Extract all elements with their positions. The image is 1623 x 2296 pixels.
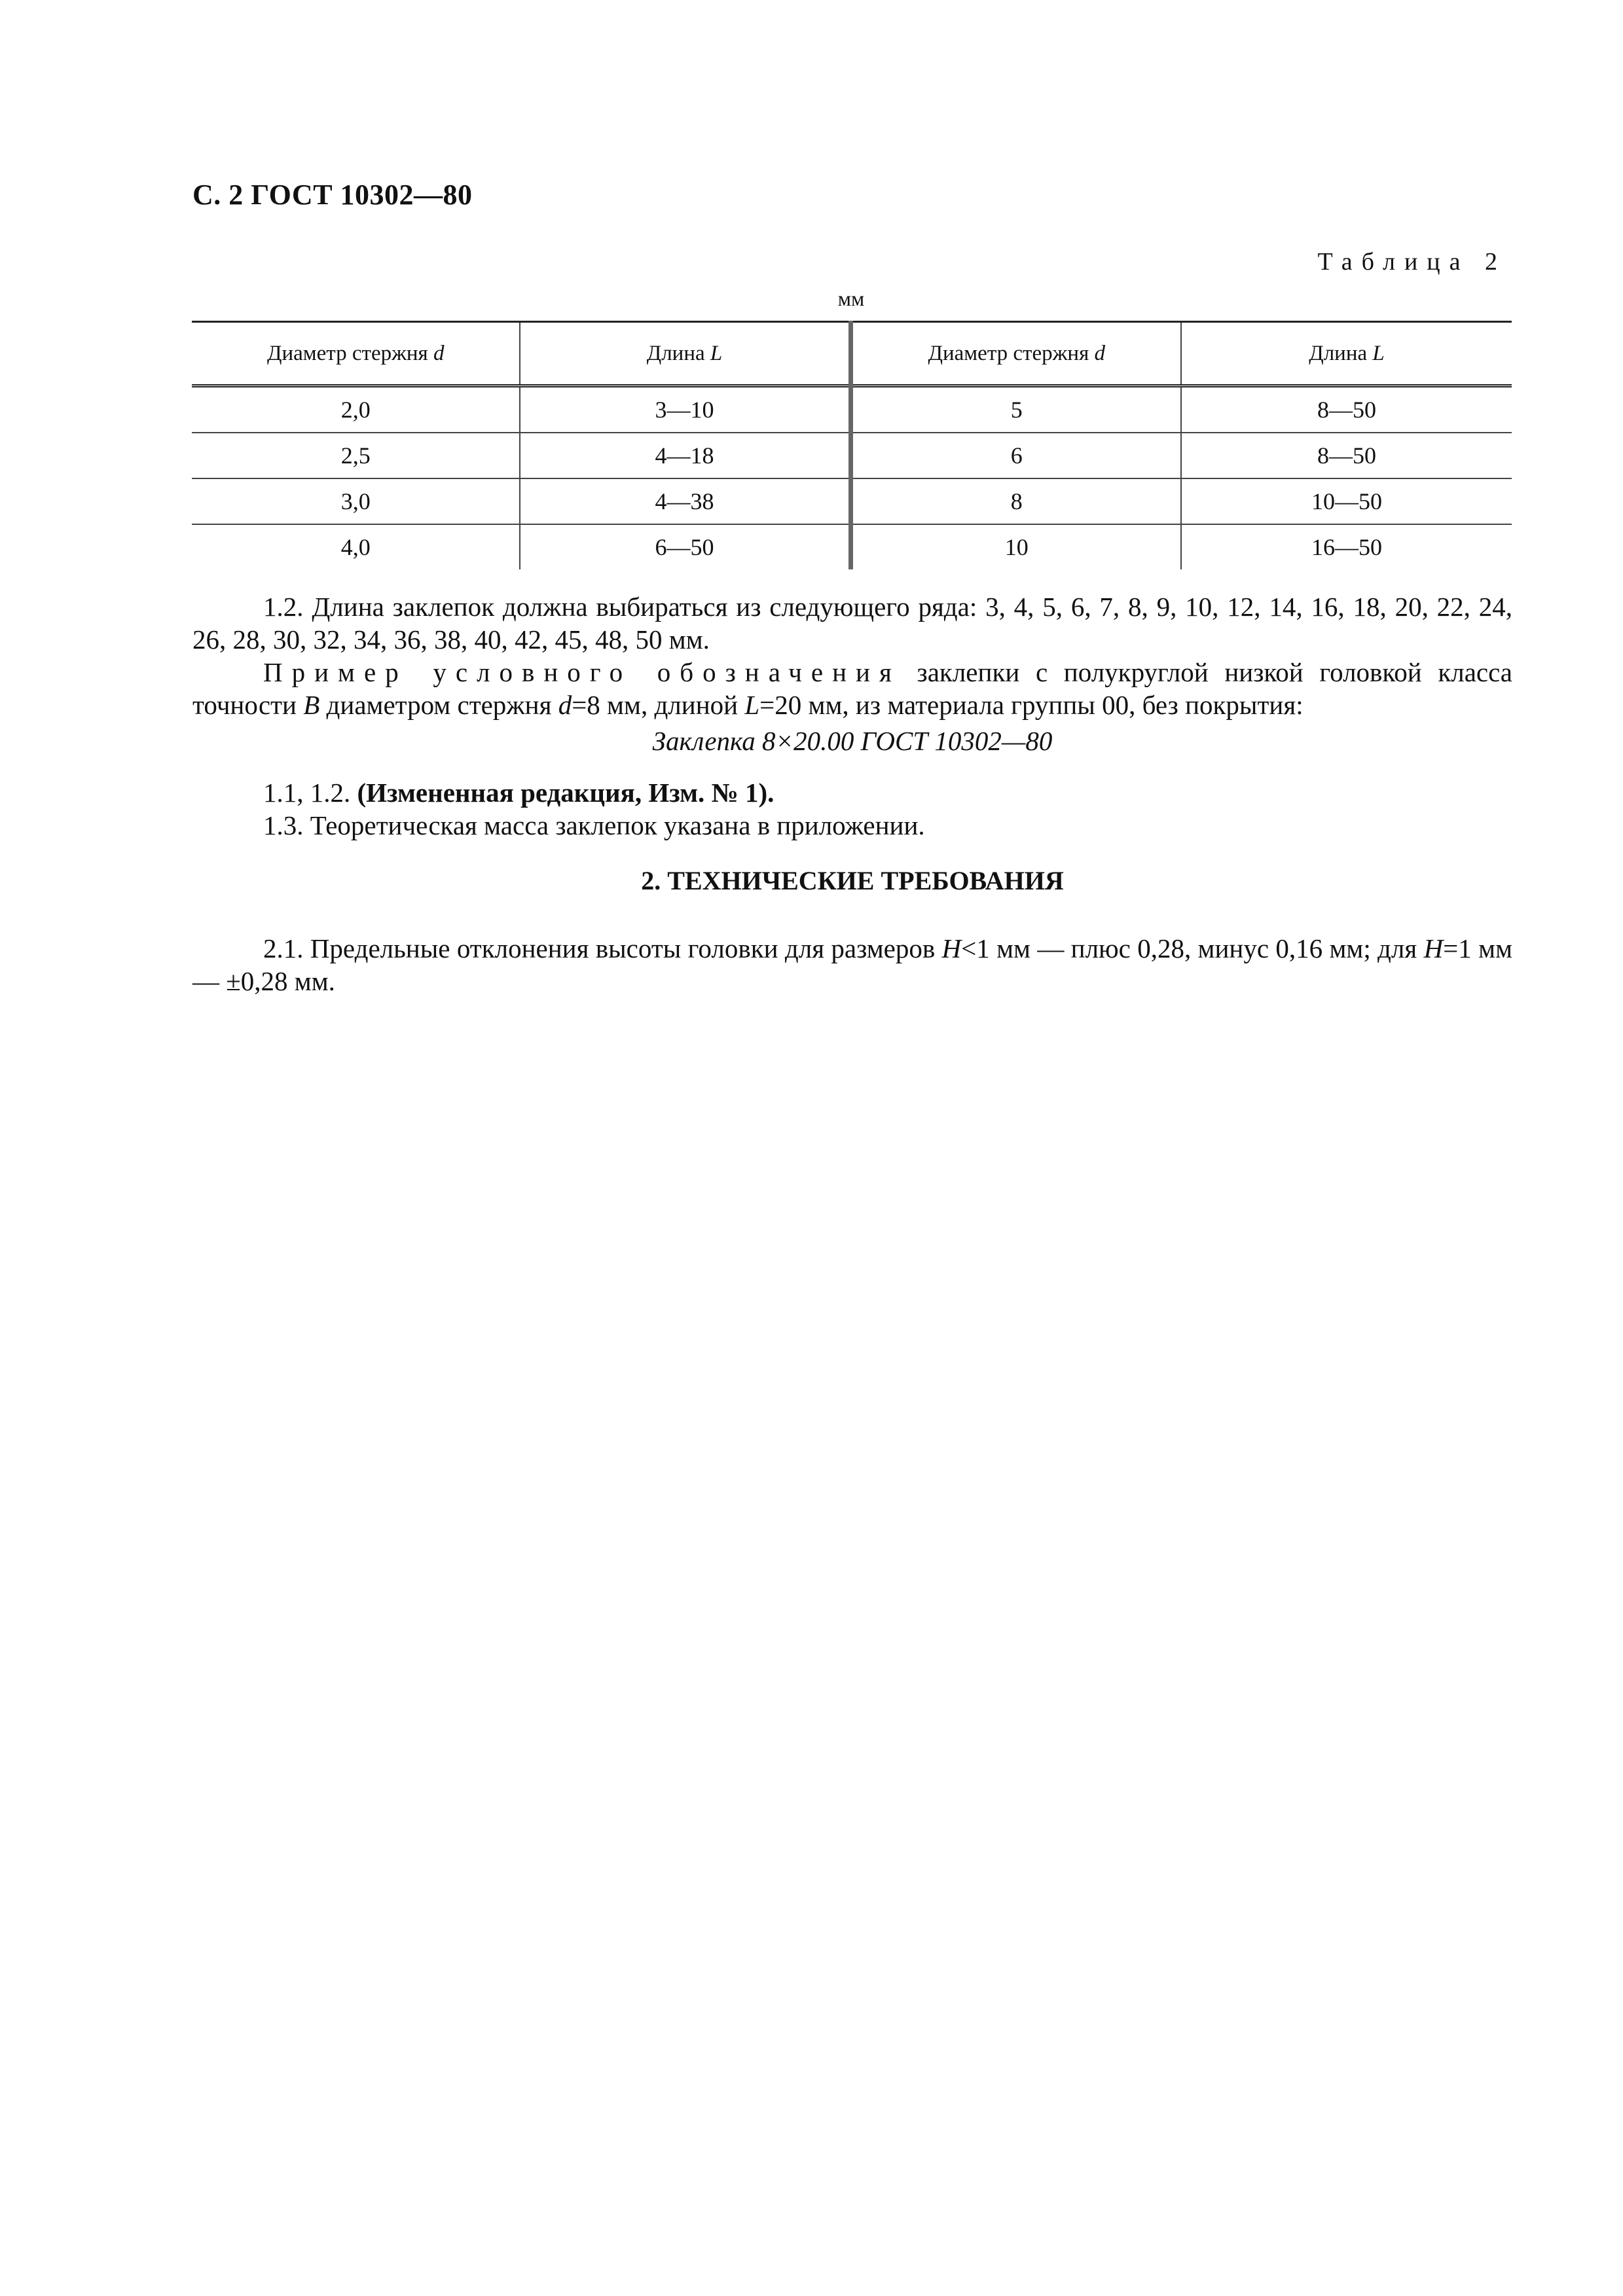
table-cell: 2,5: [192, 433, 520, 478]
table-cell: 6: [850, 433, 1181, 478]
example-lead: Пример условного обозначения: [263, 657, 901, 687]
paragraph-example: Пример условного обозначения заклепки с полукруглой низкой головкой класса точности B диаметром стержня d=8 мм, длиной L=20 мм, из материала группы 00, без покрытия:: [192, 657, 1513, 720]
section-2-title: 2. ТЕХНИЧЕСКИЕ ТРЕБОВАНИЯ: [641, 866, 1064, 895]
page-header: С. 2 ГОСТ 10302—80: [192, 179, 473, 211]
example-designation: Заклепка 8×20.00 ГОСТ 10302—80: [652, 726, 1053, 756]
amendment-note: 1.1, 1.2. (Измененная редакция, Изм. № 1).: [263, 778, 775, 808]
paragraph-1-2: 1.2. Длина заклепок должна выбираться из следующего ряда: 3, 4, 5, 6, 7, 8, 9, 10, 12, 14, 16, 18, 20, 22, 24, 26, 28, 30, 32, 34, 36, 38, 40, 42, 45, 48, 50 мм.: [192, 592, 1512, 655]
table-cell: 4—18: [520, 433, 850, 478]
table-cell: 6—50: [520, 524, 850, 569]
table-row: [192, 386, 1512, 433]
table-row: [192, 433, 1512, 478]
table-cell: 5: [850, 386, 1181, 433]
paragraph-1-3: 1.3. Теоретическая масса заклепок указана в приложении.: [263, 810, 925, 840]
table-caption: Таблица 2: [1317, 248, 1506, 276]
header-length-2: Длина L: [1181, 322, 1512, 386]
rivet-dimensions-table: [192, 321, 1512, 569]
table-header-row: [192, 322, 1512, 386]
header-diameter-2: Диаметр стержня d: [850, 322, 1181, 386]
table-cell: 4,0: [340, 534, 371, 560]
paragraph-2-1: 2.1. Предельные отклонения высоты головки для размеров H<1 мм — плюс 0,28, минус 0,16 мм; для H=1 мм — ±0,28 мм.: [192, 933, 1513, 996]
table-row: [192, 478, 1512, 524]
table-cell: 10—50: [1181, 478, 1512, 524]
table-cell: 2,0: [192, 386, 520, 433]
table-cell: 3—10: [520, 386, 850, 433]
table-cell: 8—50: [1181, 386, 1512, 433]
table-cell: 16—50: [1181, 524, 1512, 569]
header-diameter-1: Диаметр стержня d: [192, 322, 520, 386]
table-units: мм: [837, 287, 865, 310]
table-cell: 8—50: [1181, 433, 1512, 478]
table-cell: 10: [850, 524, 1181, 569]
table-row: [192, 524, 1512, 569]
table-cell: 4—38: [520, 478, 850, 524]
table-cell: 3,0: [192, 478, 520, 524]
table-cell: 8: [850, 478, 1181, 524]
header-length-1: Длина L: [520, 322, 850, 386]
